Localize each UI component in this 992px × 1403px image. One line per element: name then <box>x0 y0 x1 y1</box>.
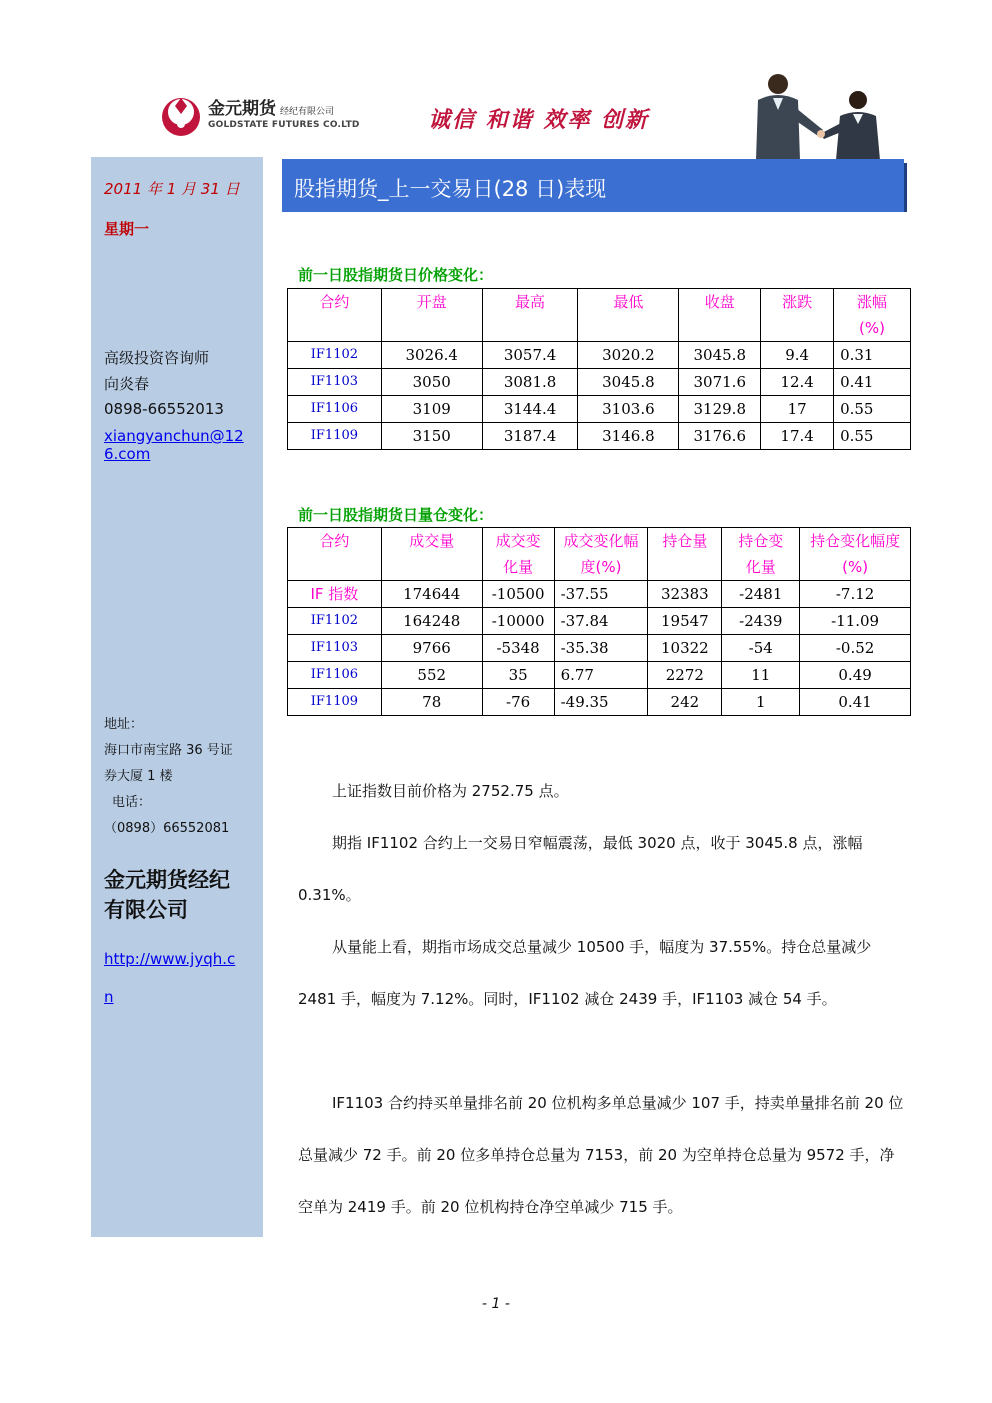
table-row <box>288 423 911 450</box>
table-cell: 3187.4 <box>482 423 578 450</box>
table-cell: 3071.6 <box>679 369 761 396</box>
table-cell: -76 <box>482 689 554 716</box>
table-cell: -2481 <box>722 581 800 608</box>
table-row <box>288 396 911 423</box>
table-cell: 19547 <box>648 608 722 635</box>
logo-english-name: GOLDSTATE FUTURES CO.LTD <box>208 120 360 130</box>
commentary-paragraph: 上证指数目前价格为 2752.75 点。 <box>332 782 569 800</box>
table-row <box>288 608 911 635</box>
table-cell: -35.38 <box>554 635 648 662</box>
table-cell: 9766 <box>381 635 482 662</box>
page-title: 股指期货_上一交易日(28 日)表现 <box>294 177 607 201</box>
table-cell: 3176.6 <box>679 423 761 450</box>
table-cell: -11.09 <box>800 608 911 635</box>
column-header: 持仓量 <box>648 528 722 581</box>
table-cell: -5348 <box>482 635 554 662</box>
column-header: 最高 <box>482 289 578 342</box>
table-cell: -49.35 <box>554 689 648 716</box>
table-cell: 3020.2 <box>578 342 679 369</box>
table-cell: 9.4 <box>761 342 834 369</box>
table-cell: 0.55 <box>834 423 911 450</box>
report-weekday: 星期一 <box>104 220 150 238</box>
column-header: 成交变化幅度(%) <box>554 528 648 581</box>
column-header: 最低 <box>578 289 679 342</box>
address-line: 海口市南宝路 36 号证 <box>104 743 233 758</box>
table-cell: 242 <box>648 689 722 716</box>
table-row <box>288 689 911 716</box>
table-cell: 12.4 <box>761 369 834 396</box>
analyst-phone: 0898-66552013 <box>104 400 224 418</box>
table-cell: 3150 <box>381 423 482 450</box>
table-cell: -7.12 <box>800 581 911 608</box>
column-header: 成交量 <box>381 528 482 581</box>
table-cell: 10322 <box>648 635 722 662</box>
table-cell: 3026.4 <box>381 342 482 369</box>
table-cell: -54 <box>722 635 800 662</box>
table-cell: -2439 <box>722 608 800 635</box>
table-cell: 552 <box>381 662 482 689</box>
tel-label: 电话： <box>112 795 152 810</box>
table-cell: 3103.6 <box>578 396 679 423</box>
table-cell: 17.4 <box>761 423 834 450</box>
price-table <box>287 288 911 450</box>
page-title-bar <box>264 159 904 212</box>
table-cell: IF1102 <box>288 342 382 369</box>
table-cell: 1 <box>722 689 800 716</box>
table-cell: 3045.8 <box>578 369 679 396</box>
table-header-row <box>288 289 911 342</box>
table-cell: 32383 <box>648 581 722 608</box>
table-cell: 3109 <box>381 396 482 423</box>
table-cell: 3146.8 <box>578 423 679 450</box>
table-cell: 174644 <box>381 581 482 608</box>
table-cell: 0.31 <box>834 342 911 369</box>
table-row <box>288 342 911 369</box>
table-cell: IF 指数 <box>288 581 382 608</box>
table-cell: -0.52 <box>800 635 911 662</box>
address-line: 券大厦 1 楼 <box>104 769 173 784</box>
table-cell: 3129.8 <box>679 396 761 423</box>
column-header: 开盘 <box>381 289 482 342</box>
table-cell: 164248 <box>381 608 482 635</box>
address-label: 地址： <box>104 717 144 732</box>
handshake-illustration-icon <box>728 70 903 160</box>
analyst-email-link[interactable]: xiangyanchun@12 6.com <box>104 427 244 463</box>
table-cell: IF1102 <box>288 608 382 635</box>
title-bar-shadow <box>904 163 907 212</box>
table-cell: -10500 <box>482 581 554 608</box>
analyst-name: 向炎春 <box>104 375 150 393</box>
logo-chinese-name: 金元期货 经纪有限公司 <box>208 99 335 119</box>
table-cell: 3081.8 <box>482 369 578 396</box>
table-cell: 17 <box>761 396 834 423</box>
column-header: 持仓变化幅度(%) <box>800 528 911 581</box>
table-cell: 6.77 <box>554 662 648 689</box>
table-cell: 35 <box>482 662 554 689</box>
commentary-paragraph: IF1103 合约持买单量排名前 20 位机构多单总量减少 107 手，持卖单量排名前 20 位总量减少 72 手。前 20 位多单持仓总量为 7153，前 20 为空单持仓总量为 9572 手，净空单为 2419 手。前 20 位机构持仓净空单减少 715 手。 <box>298 1094 904 1216</box>
volume-table-title: 前一日股指期货日量仓变化： <box>298 506 494 524</box>
analyst-title: 高级投资咨询师 <box>104 349 210 367</box>
column-header: 涨跌 <box>761 289 834 342</box>
website-link[interactable]: http://www.jyqh.c n <box>104 950 236 1006</box>
table-cell: 3045.8 <box>679 342 761 369</box>
column-header: 涨幅(%) <box>834 289 911 342</box>
table-row <box>288 369 911 396</box>
table-cell: -37.84 <box>554 608 648 635</box>
table-cell: 0.55 <box>834 396 911 423</box>
tel-value: （0898）66552081 <box>104 821 230 836</box>
table-row <box>288 635 911 662</box>
table-row <box>288 662 911 689</box>
table-cell: 0.41 <box>834 369 911 396</box>
report-date: 2011 年 1 月 31 日 <box>104 180 240 198</box>
table-cell: 0.49 <box>800 662 911 689</box>
table-cell: IF1106 <box>288 396 382 423</box>
table-row <box>288 581 911 608</box>
column-header: 收盘 <box>679 289 761 342</box>
column-header: 成交变化量 <box>482 528 554 581</box>
table-cell: 0.41 <box>800 689 911 716</box>
table-cell: 3057.4 <box>482 342 578 369</box>
volume-table <box>287 527 911 716</box>
commentary-paragraph: 从量能上看，期指市场成交总量减少 10500 手，幅度为 37.55%。持仓总量减少 2481 手，幅度为 7.12%。同时，IF1102 减仓 2439 手，IF1103 减仓 54 手。 <box>298 938 872 1008</box>
price-table-title: 前一日股指期货日价格变化： <box>298 266 494 284</box>
slogan: 诚信 和谐 效率 创新 <box>428 108 649 133</box>
table-cell: IF1109 <box>288 423 382 450</box>
company-name: 金元期货经纪 有限公司 <box>104 868 230 922</box>
commentary-paragraph: 期指 IF1102 合约上一交易日窄幅震荡，最低 3020 点，收于 3045.8 点，涨幅 0.31%。 <box>298 834 863 904</box>
table-cell: 3050 <box>381 369 482 396</box>
sidebar <box>91 157 263 1237</box>
column-header: 合约 <box>288 289 382 342</box>
title-bar-edge <box>264 159 282 212</box>
table-cell: IF1103 <box>288 635 382 662</box>
table-cell: 11 <box>722 662 800 689</box>
company-logo <box>160 90 360 145</box>
table-cell: IF1106 <box>288 662 382 689</box>
table-cell: 2272 <box>648 662 722 689</box>
column-header: 持仓变化量 <box>722 528 800 581</box>
page-number: - 1 - <box>482 1296 510 1312</box>
logo-emblem-icon <box>160 90 202 140</box>
table-cell: -10000 <box>482 608 554 635</box>
column-header: 合约 <box>288 528 382 581</box>
table-cell: 78 <box>381 689 482 716</box>
table-cell: 3144.4 <box>482 396 578 423</box>
table-cell: IF1103 <box>288 369 382 396</box>
table-cell: IF1109 <box>288 689 382 716</box>
table-header-row <box>288 528 911 581</box>
table-cell: -37.55 <box>554 581 648 608</box>
